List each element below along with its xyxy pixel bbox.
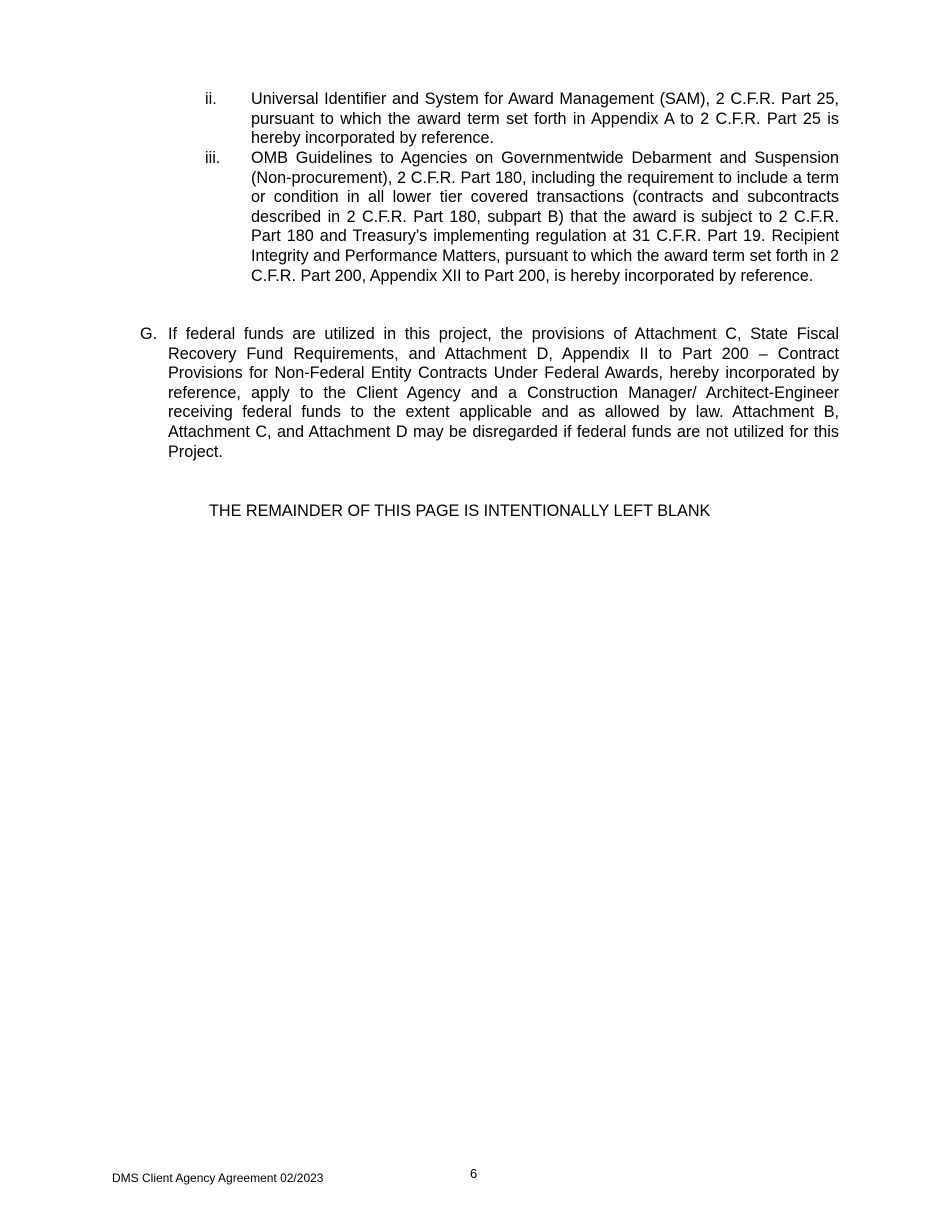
list-item-text: OMB Guidelines to Agencies on Governmentwide Debarment and Suspension (Non-procurement), 2 C.F.R. Part 180, including the requirement to include a term or condition in all lower tier covered transactions (contracts and subcontracts described in 2 C.F.R. Part 180, subpart B) that the award is subject to 2 C.F.R. Part 180 and Treasury’s implementing regulation at 31 C.F.R. Part 19. Recipient Integrity and Performance Matters, pursuant to which the award term set forth in 2 C.F.R. Part 200, Appendix XII to Part 200, is hereby incorporated by reference. [251, 149, 839, 285]
section-g [140, 325, 839, 462]
list-item-iii [205, 149, 839, 286]
page-number: 6 [470, 1166, 478, 1181]
list-numeral: iii. [205, 149, 221, 167]
list-numeral: ii. [205, 90, 217, 108]
section-g-label: G. [140, 325, 158, 343]
blank-page-notice: THE REMAINDER OF THIS PAGE IS INTENTIONALLY LEFT BLANK [209, 502, 711, 520]
list-item-text: Universal Identifier and System for Award Management (SAM), 2 C.F.R. Part 25, pursuant to which the award term set forth in Appendix A to 2 C.F.R. Part 25 is hereby incorporated by reference. [251, 90, 839, 148]
footer-document-id: DMS Client Agency Agreement 02/2023 [112, 1171, 324, 1185]
section-g-text: If federal funds are utilized in this project, the provisions of Attachment C, State Fiscal Recovery Fund Requirements, and Attachment D, Appendix II to Part 200 – Contract Provisions for Non-Federal Entity Contracts Under Federal Awards, hereby incorporated by reference, apply to the Client Agency and a Construction Manager/ Architect-Engineer receiving federal funds to the extent applicable and as allowed by law. Attachment B, Attachment C, and Attachment D may be disregarded if federal funds are not utilized for this Project. [168, 325, 839, 461]
list-item-ii [205, 90, 839, 149]
